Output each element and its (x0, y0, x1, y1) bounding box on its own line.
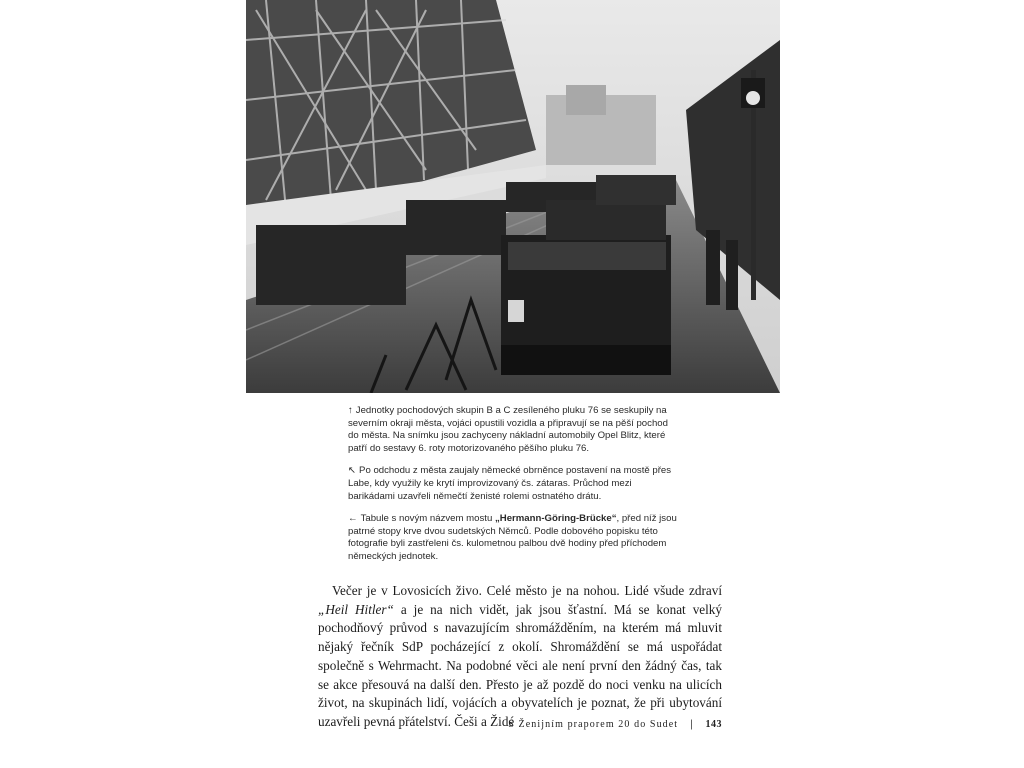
photo-image (246, 0, 780, 393)
arrow-left-icon: ← (348, 513, 358, 525)
arrow-up-left-icon: ↖ (348, 465, 357, 477)
body-text (318, 582, 722, 732)
caption-2 (340, 465, 678, 503)
footer-separator: | (690, 718, 694, 730)
caption-3 (340, 513, 678, 563)
body-paragraph (318, 582, 722, 732)
caption-3-text-after: , před níž jsou patrné stopy krve dvou sudetských Němců. Podle dobového popisku této fotografie byli zastřeleni čs. kulometnou palbou dvě hodiny před příchodem německých jednotek. (348, 513, 677, 562)
photo-captions (340, 405, 678, 574)
caption-1 (340, 405, 678, 455)
body-italic-quote: „Heil Hitler“ (318, 601, 394, 617)
page-number: 143 (705, 718, 722, 730)
page-footer (318, 716, 722, 732)
body-part-1: Večer je v Lovosicích živo. Celé město je na nohou. Lidé všude zdraví (332, 583, 722, 598)
running-title: S Ženijním praporem 20 do Sudet (508, 718, 679, 730)
caption-3-bridge-name: „Hermann-Göring-Brücke“ (494, 513, 617, 525)
arrow-up-icon: ↑ (348, 405, 353, 416)
photo-street-column (246, 0, 780, 393)
caption-2-text: Po odchodu z města zaujaly německé obrněnce postavení na mostě přes Labe, kdy využily ke krytí improvizovaný čs. zátaras. Průchod mezi barikádami uzavřeli němečtí ženisté rolemi ostnatého drátu. (348, 465, 672, 502)
body-part-2: a je na nich vidět, jak jsou šťastní. Má se konat velký pochodňový průvod s navazujícím shromážděním, na kterém má mluvit nějaký řečník SdP pocházející z okolí. Shromáždění se má uspořádat společně s Wehrmacht. Na podobné věci ale není první den žádný čas, tak se akce přesouvá na další den. Přesto je až pozdě do noci venku na ulicích život, na skupinách lidí, vojácích a obyvatelích je poznat, že při ubytování uzavřeli pevná přátelství. Češi a Židé (318, 601, 722, 729)
caption-3-text-before: Tabule s novým názvem mostu (360, 513, 495, 525)
caption-1-text: Jednotky pochodových skupin B a C zesíleného pluku 76 se seskupily na severním okraji města, vojáci opustili vozidla a připravují se na pěší pochod do města. Na snímku jsou zachyceny nákladní automobily Opel Blitz, které patří do sestavy 6. roty motorizovaného pěšího pluku 76. (348, 405, 668, 454)
